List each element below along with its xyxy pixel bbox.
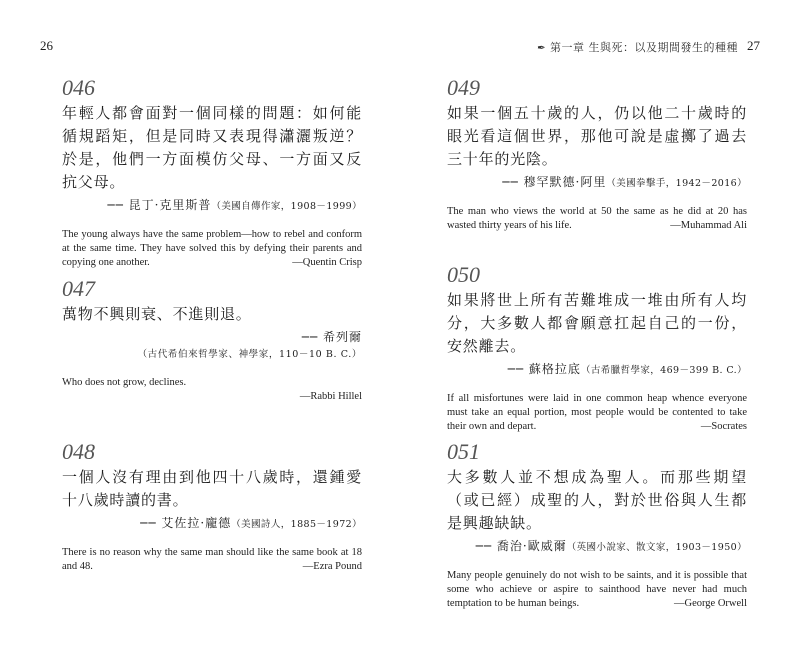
attribution-detail: （英國小說家、散文家，1903－1950） [566,542,747,553]
english-text: Many people genuinely do not wish to be saints, and it is possible that some who achieve or aspire to sainthood have never had much temptation to be human beings. [447,570,747,609]
attribution-detail: （古代希伯來哲學家、神學家，110－10 B. C.） [137,349,362,360]
quote-english [447,392,747,434]
quote-chinese: 一個人沒有理由到他四十八歲時，還鍾愛十八歲時讀的書。 [62,468,362,509]
quote-number: 047 [62,276,95,301]
english-author: —Rabbi Hillel [299,391,362,402]
quote-entry-046 [62,76,362,270]
quote-entry-049 [447,76,747,233]
quote-english [62,546,362,574]
attribution-name: ── 穆罕默德·阿里 [502,175,607,189]
quote-entry-051 [447,440,747,611]
quill-icon: ✒ [537,43,546,54]
page-number-right: 27 [747,38,760,53]
attribution-name: ── 昆丁·克里斯普 [107,198,212,212]
attribution-detail: （古希臘哲學家，469－399 B. C.） [580,365,747,376]
english-text: There is no reason why the same man should like the same book at 18 and 48. [62,547,362,572]
english-author: —George Orwell [674,598,747,609]
quote-chinese: 如果一個五十歲的人，仍以他二十歲時的眼光看這個世界，那他可說是虛擲了過去三十年的光陰。 [447,104,747,168]
english-text: Who does not grow, declines. [62,377,187,388]
english-text: The man who views the world at 50 the same as he did at 20 has wasted thirty years of his life. [447,206,747,231]
quote-english [447,569,747,611]
attribution-detail: （美國詩人，1885－1972） [231,519,362,530]
english-author: —Ezra Pound [302,561,362,572]
attribution-detail: （美國自傳作家，1908－1999） [211,201,362,212]
quote-attribution [62,514,362,534]
quote-chinese: 年輕人都會面對一個同樣的問題：如何能循規蹈矩，但是同時又表現得瀟灑叛逆？於是，他們一方面模仿父母、一方面又反抗父母。 [62,104,362,191]
quote-number: 049 [447,75,480,100]
english-author: —Quentin Crisp [292,257,362,268]
quote-number: 051 [447,439,480,464]
quote-attribution [447,537,747,557]
right-page [400,0,800,649]
quote-entry-048 [62,440,362,574]
attribution-name: ── 喬治·歐威爾 [475,539,567,553]
quote-english [62,228,362,270]
quote-chinese: 萬物不興則衰、不進則退。 [62,305,252,323]
attribution-name: ── 蘇格拉底 [507,362,581,376]
quote-english [62,376,362,404]
quote-english [447,205,747,233]
quote-number: 046 [62,75,95,100]
english-author: —Muhammad Ali [670,220,747,231]
english-text: The young always have the same problem—how to rebel and conform at the same time. They have solved this by defying their parents and copying one another. [62,229,362,268]
page-number-left: 26 [40,38,53,53]
running-head [537,39,738,55]
attribution-detail: （美國拳擊手，1942－2016） [606,178,747,189]
quote-attribution [447,360,747,380]
attribution-name: ── 艾佐拉·龐德 [140,516,232,530]
quote-entry-050 [447,263,747,434]
quote-attribution [447,173,747,193]
quote-attribution [62,196,362,216]
english-author: —Socrates [700,421,747,432]
quote-chinese: 如果將世上所有苦難堆成一堆由所有人均分，大多數人都會願意扛起自己的一份，安然離去。 [447,291,747,355]
quote-number: 048 [62,439,95,464]
quote-chinese: 大多數人並不想成為聖人。而那些期望（或已經）成聖的人，對於世俗與人生都是興趣缺缺。 [447,468,747,532]
english-text: If all misfortunes were laid in one common heap whence everyone must take an equal portion, most people would be contented to take their own and depart. [447,393,747,432]
quote-entry-047 [62,277,362,404]
attribution-name: ── 希列爾 [301,330,362,344]
running-head-text: 第一章 生與死：以及期間發生的種種 [550,41,738,54]
quote-number: 050 [447,262,480,287]
